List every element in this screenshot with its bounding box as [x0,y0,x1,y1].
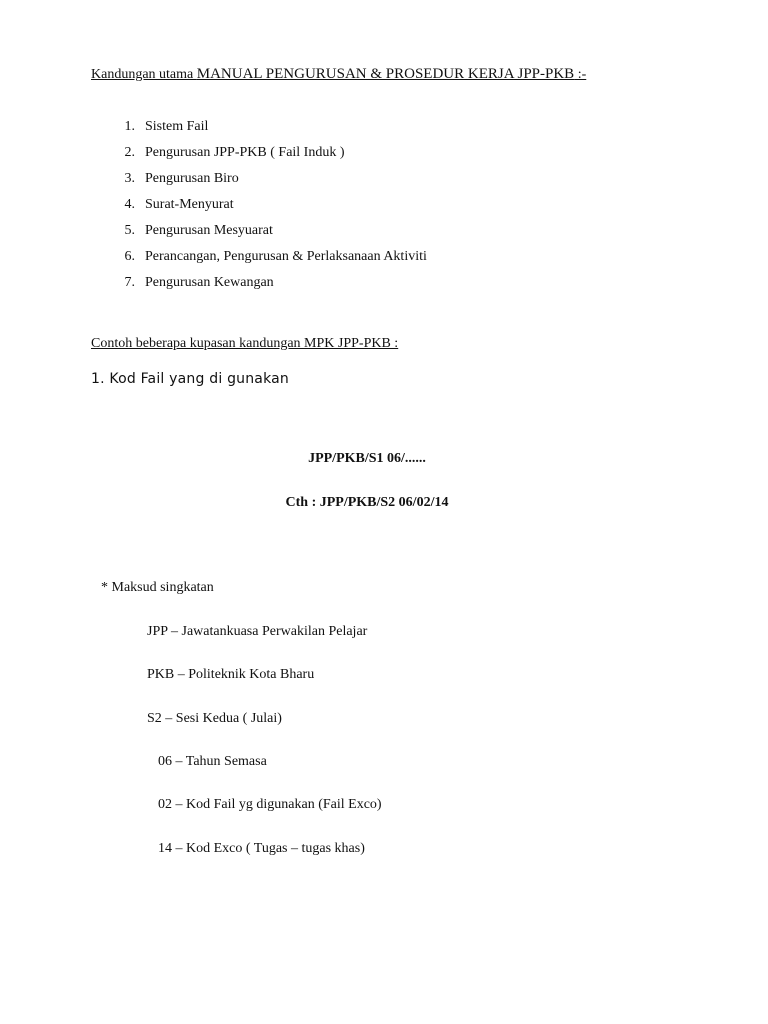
list-item-label: Pengurusan Biro [145,171,239,186]
list-item-number: 5. [124,223,135,238]
list-item [91,169,427,195]
list-item [91,143,427,169]
list-item-label: Sistem Fail [145,119,209,134]
file-code-example: Cth : JPP/PKB/S2 06/02/14 [285,495,449,510]
list-item-number: 4. [124,197,135,212]
section-title: 1. Kod Fail yang di gunakan [91,371,289,387]
list-item-number: 6. [124,249,135,264]
list-item-number: 2. [124,145,135,160]
list-item-label: Surat-Menyurat [145,197,234,212]
abbreviation-item: PKB – Politeknik Kota Bharu [147,667,315,682]
list-item-label: Pengurusan Mesyuarat [145,223,273,238]
list-item-number: 3. [124,171,135,186]
heading-title: MANUAL PENGURUSAN & PROSEDUR KERJA JPP-PKB [196,66,575,82]
list-item [91,247,427,273]
document-heading [91,66,586,83]
abbreviation-heading: * Maksud singkatan [101,580,214,595]
list-item-number: 1. [124,119,135,134]
contents-list [91,117,427,299]
file-code-format: JPP/PKB/S1 06/...... [308,451,426,466]
list-item [91,195,427,221]
list-item [91,117,427,143]
list-item-label: Pengurusan JPP-PKB ( Fail Induk ) [145,145,345,160]
examples-subheading: Contoh beberapa kupasan kandungan MPK JPP-PKB : [91,336,399,351]
heading-suffix: :- [574,67,587,82]
heading-prefix: Kandungan utama [91,67,197,82]
abbreviation-item: JPP – Jawatankuasa Perwakilan Pelajar [147,624,368,639]
abbreviation-item: S2 – Sesi Kedua ( Julai) [147,711,282,726]
list-item-label: Perancangan, Pengurusan & Perlaksanaan Aktiviti [145,249,427,264]
abbreviation-item: 02 – Kod Fail yg digunakan (Fail Exco) [158,797,382,812]
list-item [91,273,427,299]
abbreviation-item: 14 – Kod Exco ( Tugas – tugas khas) [158,841,365,856]
list-item-number: 7. [124,275,135,290]
abbreviation-item: 06 – Tahun Semasa [158,754,267,769]
list-item-label: Pengurusan Kewangan [145,275,274,290]
list-item [91,221,427,247]
